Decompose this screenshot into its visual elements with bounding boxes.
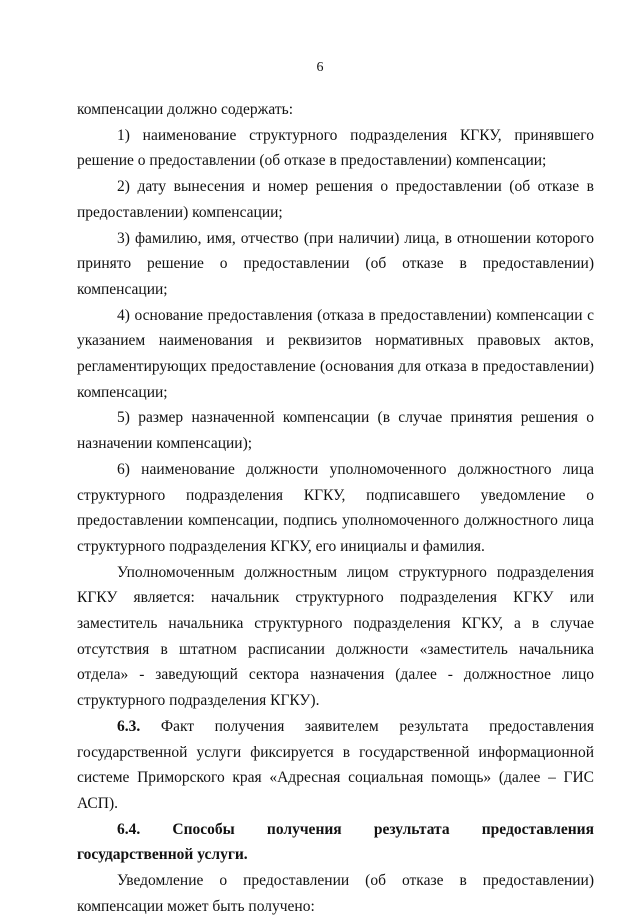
list-item-4: 4) основание предоставления (отказа в предоставлении) компенсации с указанием наименования и реквизитов нормативных правовых актов, регламентирующих предоставление (основания для отказа в предоставлении) компенсации;	[77, 306, 594, 401]
paragraph-continuation: компенсации должно содержать:	[77, 101, 294, 118]
paragraph-authorized-official: Уполномоченным должностным лицом структурного подразделения КГКУ является: начальник структурного подразделения КГКУ или заместитель начальника структурного подразделения КГКУ, а в случае отсутствия в штатном расписании должности «заместитель начальника отдела» - заведующий сектора назначения (далее - должностное лицо структурного подразделения КГКУ).	[77, 563, 594, 710]
list-item-6: 6) наименование должности уполномоченного должностного лица структурного подразделения КГКУ, подписавшего уведомление о предоставлении компенсации, подпись уполномоченного должностного лица структурного подразделения КГКУ, его инициалы и фамилия.	[77, 460, 594, 555]
page-number: 6	[316, 60, 324, 75]
section-number: 6.3.	[117, 717, 141, 735]
document-body	[77, 97, 594, 920]
list-item-3: 3) фамилию, имя, отчество (при наличии) лица, в отношении которого принято решение о предоставлении (об отказе в предоставлении) компенсации;	[77, 229, 594, 298]
section-6-4-heading: 6.4. Способы получения результата предоставления государственной услуги.	[77, 820, 594, 864]
list-item-5: 5) размер назначенной компенсации (в случае принятия решения о назначении компенсации);	[77, 409, 594, 453]
list-item-2: 2) дату вынесения и номер решения о предоставлении (об отказе в предоставлении) компенсации;	[77, 178, 594, 221]
section-6-3	[77, 714, 594, 817]
paragraph-notification: Уведомление о предоставлении (об отказе в предоставлении) компенсации может быть получено:	[77, 872, 594, 915]
list-item-1: 1) наименование структурного подразделения КГКУ, принявшего решение о предоставлении (об отказе в предоставлении) компенсации;	[77, 126, 594, 170]
section-text: Факт получения заявителем результата предоставления государственной услуги фиксируется в государственной информационной системе Приморского края «Адресная социальная помощь» (далее – ГИС АСП).	[77, 717, 594, 812]
